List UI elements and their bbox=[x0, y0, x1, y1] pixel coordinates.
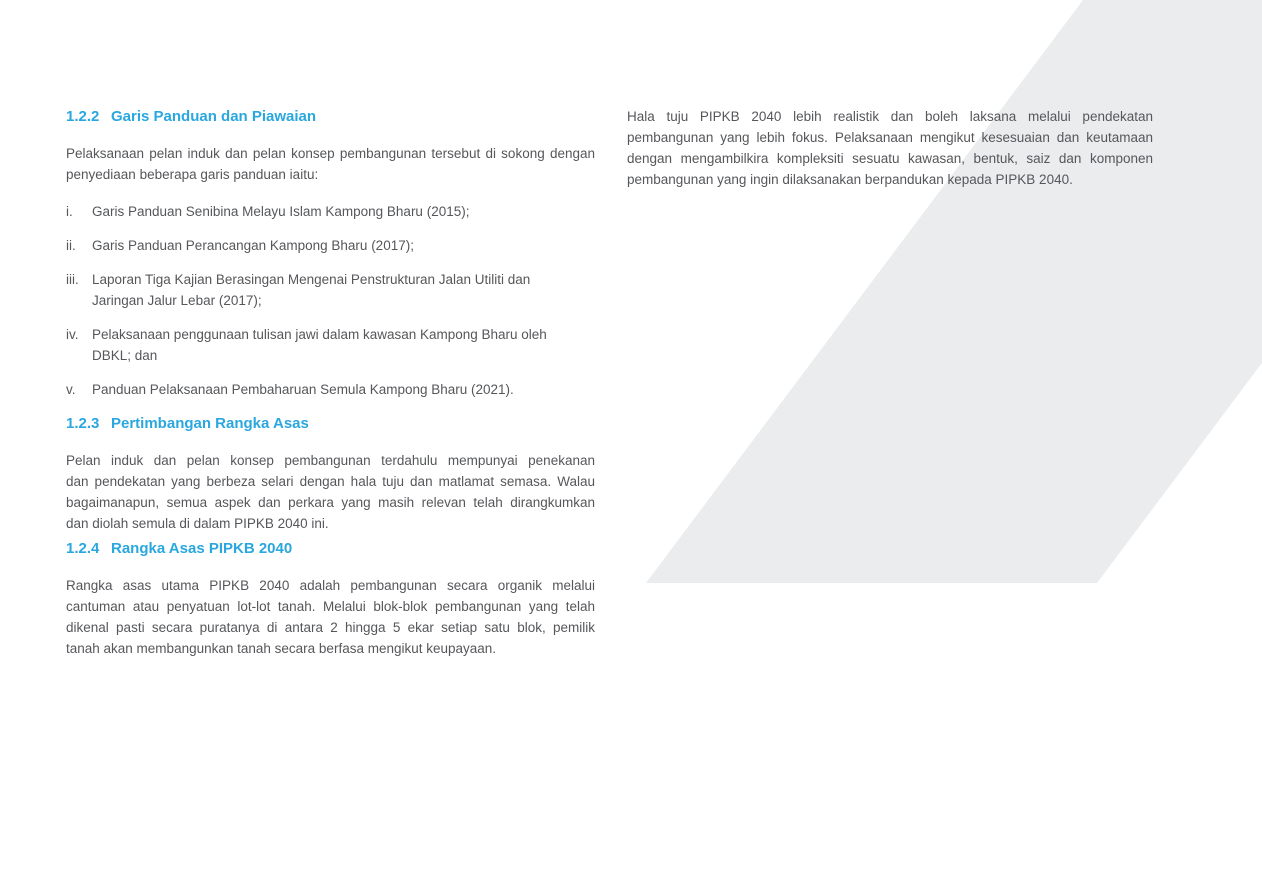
list-item-marker: iv. bbox=[66, 327, 79, 342]
text-line: Pelaksanaan penggunaan tulisan jawi dalam kawasan Kampong Bharu oleh bbox=[92, 327, 547, 342]
text-line: Jaringan Jalur Lebar (2017); bbox=[92, 293, 262, 308]
section-title: Garis Panduan dan Piawaian bbox=[111, 108, 317, 125]
text-line: Rangka asas utama PIPKB 2040 adalah pembangunan secara organik melalui bbox=[66, 578, 595, 593]
right-column bbox=[627, 106, 1153, 206]
text-line: Pelan induk dan pelan konsep pembangunan terdahulu mempunyai penekanan bbox=[66, 453, 595, 468]
text-line: bagaimanapun, semua aspek dan perkara yang masih relevan telah dirangkumkan bbox=[66, 495, 595, 510]
list-item bbox=[66, 201, 595, 222]
text-line: pembangunan yang ingin dilaksanakan berpandukan kepada PIPKB 2040. bbox=[627, 172, 1073, 187]
section-title: Pertimbangan Rangka Asas bbox=[111, 415, 309, 432]
text-line: penyediaan beberapa garis panduan iaitu: bbox=[66, 167, 319, 182]
paragraph-guidelines-intro bbox=[66, 143, 595, 185]
list-item bbox=[66, 235, 595, 256]
text-line: dengan mengambilkira kompleksiti sesuatu kawasan, bentuk, saiz dan komponen bbox=[627, 151, 1153, 166]
left-column bbox=[66, 106, 595, 675]
text-line: Garis Panduan Senibina Melayu Islam Kampong Bharu (2015); bbox=[92, 204, 470, 219]
section-title: Rangka Asas PIPKB 2040 bbox=[111, 540, 293, 557]
list-item-text bbox=[92, 379, 595, 400]
text-line: dikenal pasti secara puratanya di antara 2 hingga 5 ekar setiap satu blok, pemilik bbox=[66, 620, 595, 635]
list-item-marker: i. bbox=[66, 204, 73, 219]
list-item-marker: v. bbox=[66, 382, 76, 397]
section-heading-122 bbox=[66, 106, 595, 127]
text-line: pembangunan yang lebih fokus. Pelaksanaan mengikut kesesuaian dan keutamaan bbox=[627, 130, 1153, 145]
list-item-text bbox=[92, 201, 595, 222]
section-heading-124 bbox=[66, 538, 595, 559]
list-item-marker: ii. bbox=[66, 238, 76, 253]
section-heading-123 bbox=[66, 413, 595, 434]
text-line: Hala tuju PIPKB 2040 lebih realistik dan boleh laksana melalui pendekatan bbox=[627, 109, 1153, 124]
paragraph-hala-tuju bbox=[627, 106, 1153, 190]
section-number: 1.2.3 bbox=[66, 415, 100, 432]
list-item bbox=[66, 324, 595, 366]
paragraph-pertimbangan bbox=[66, 450, 595, 534]
list-item-text bbox=[92, 235, 595, 256]
text-line: dan diolah semula di dalam PIPKB 2040 ini. bbox=[66, 516, 329, 531]
text-line: dan pendekatan yang berbeza selari dengan hala tuju dan matlamat semasa. Walau bbox=[66, 474, 595, 489]
text-line: Garis Panduan Perancangan Kampong Bharu (2017); bbox=[92, 238, 414, 253]
text-line: Laporan Tiga Kajian Berasingan Mengenai Penstrukturan Jalan Utiliti dan bbox=[92, 272, 531, 287]
section-number: 1.2.4 bbox=[66, 540, 100, 557]
roman-numeral-list bbox=[66, 201, 595, 400]
text-line: DBKL; dan bbox=[92, 348, 158, 363]
text-line: cantuman atau penyatuan lot-lot tanah. Melalui blok-blok pembangunan yang telah bbox=[66, 599, 595, 614]
text-line: Pelaksanaan pelan induk dan pelan konsep pembangunan tersebut di sokong dengan bbox=[66, 146, 595, 161]
section-number: 1.2.2 bbox=[66, 108, 100, 125]
list-item bbox=[66, 379, 595, 400]
list-item bbox=[66, 269, 595, 311]
list-item-text bbox=[92, 269, 595, 311]
list-item-text bbox=[92, 324, 595, 366]
paragraph-rangka-asas bbox=[66, 575, 595, 659]
text-line: Panduan Pelaksanaan Pembaharuan Semula Kampong Bharu (2021). bbox=[92, 382, 514, 397]
list-item-marker: iii. bbox=[66, 272, 79, 287]
text-line: tanah akan membangunkan tanah secara berfasa mengikut keupayaan. bbox=[66, 641, 497, 656]
